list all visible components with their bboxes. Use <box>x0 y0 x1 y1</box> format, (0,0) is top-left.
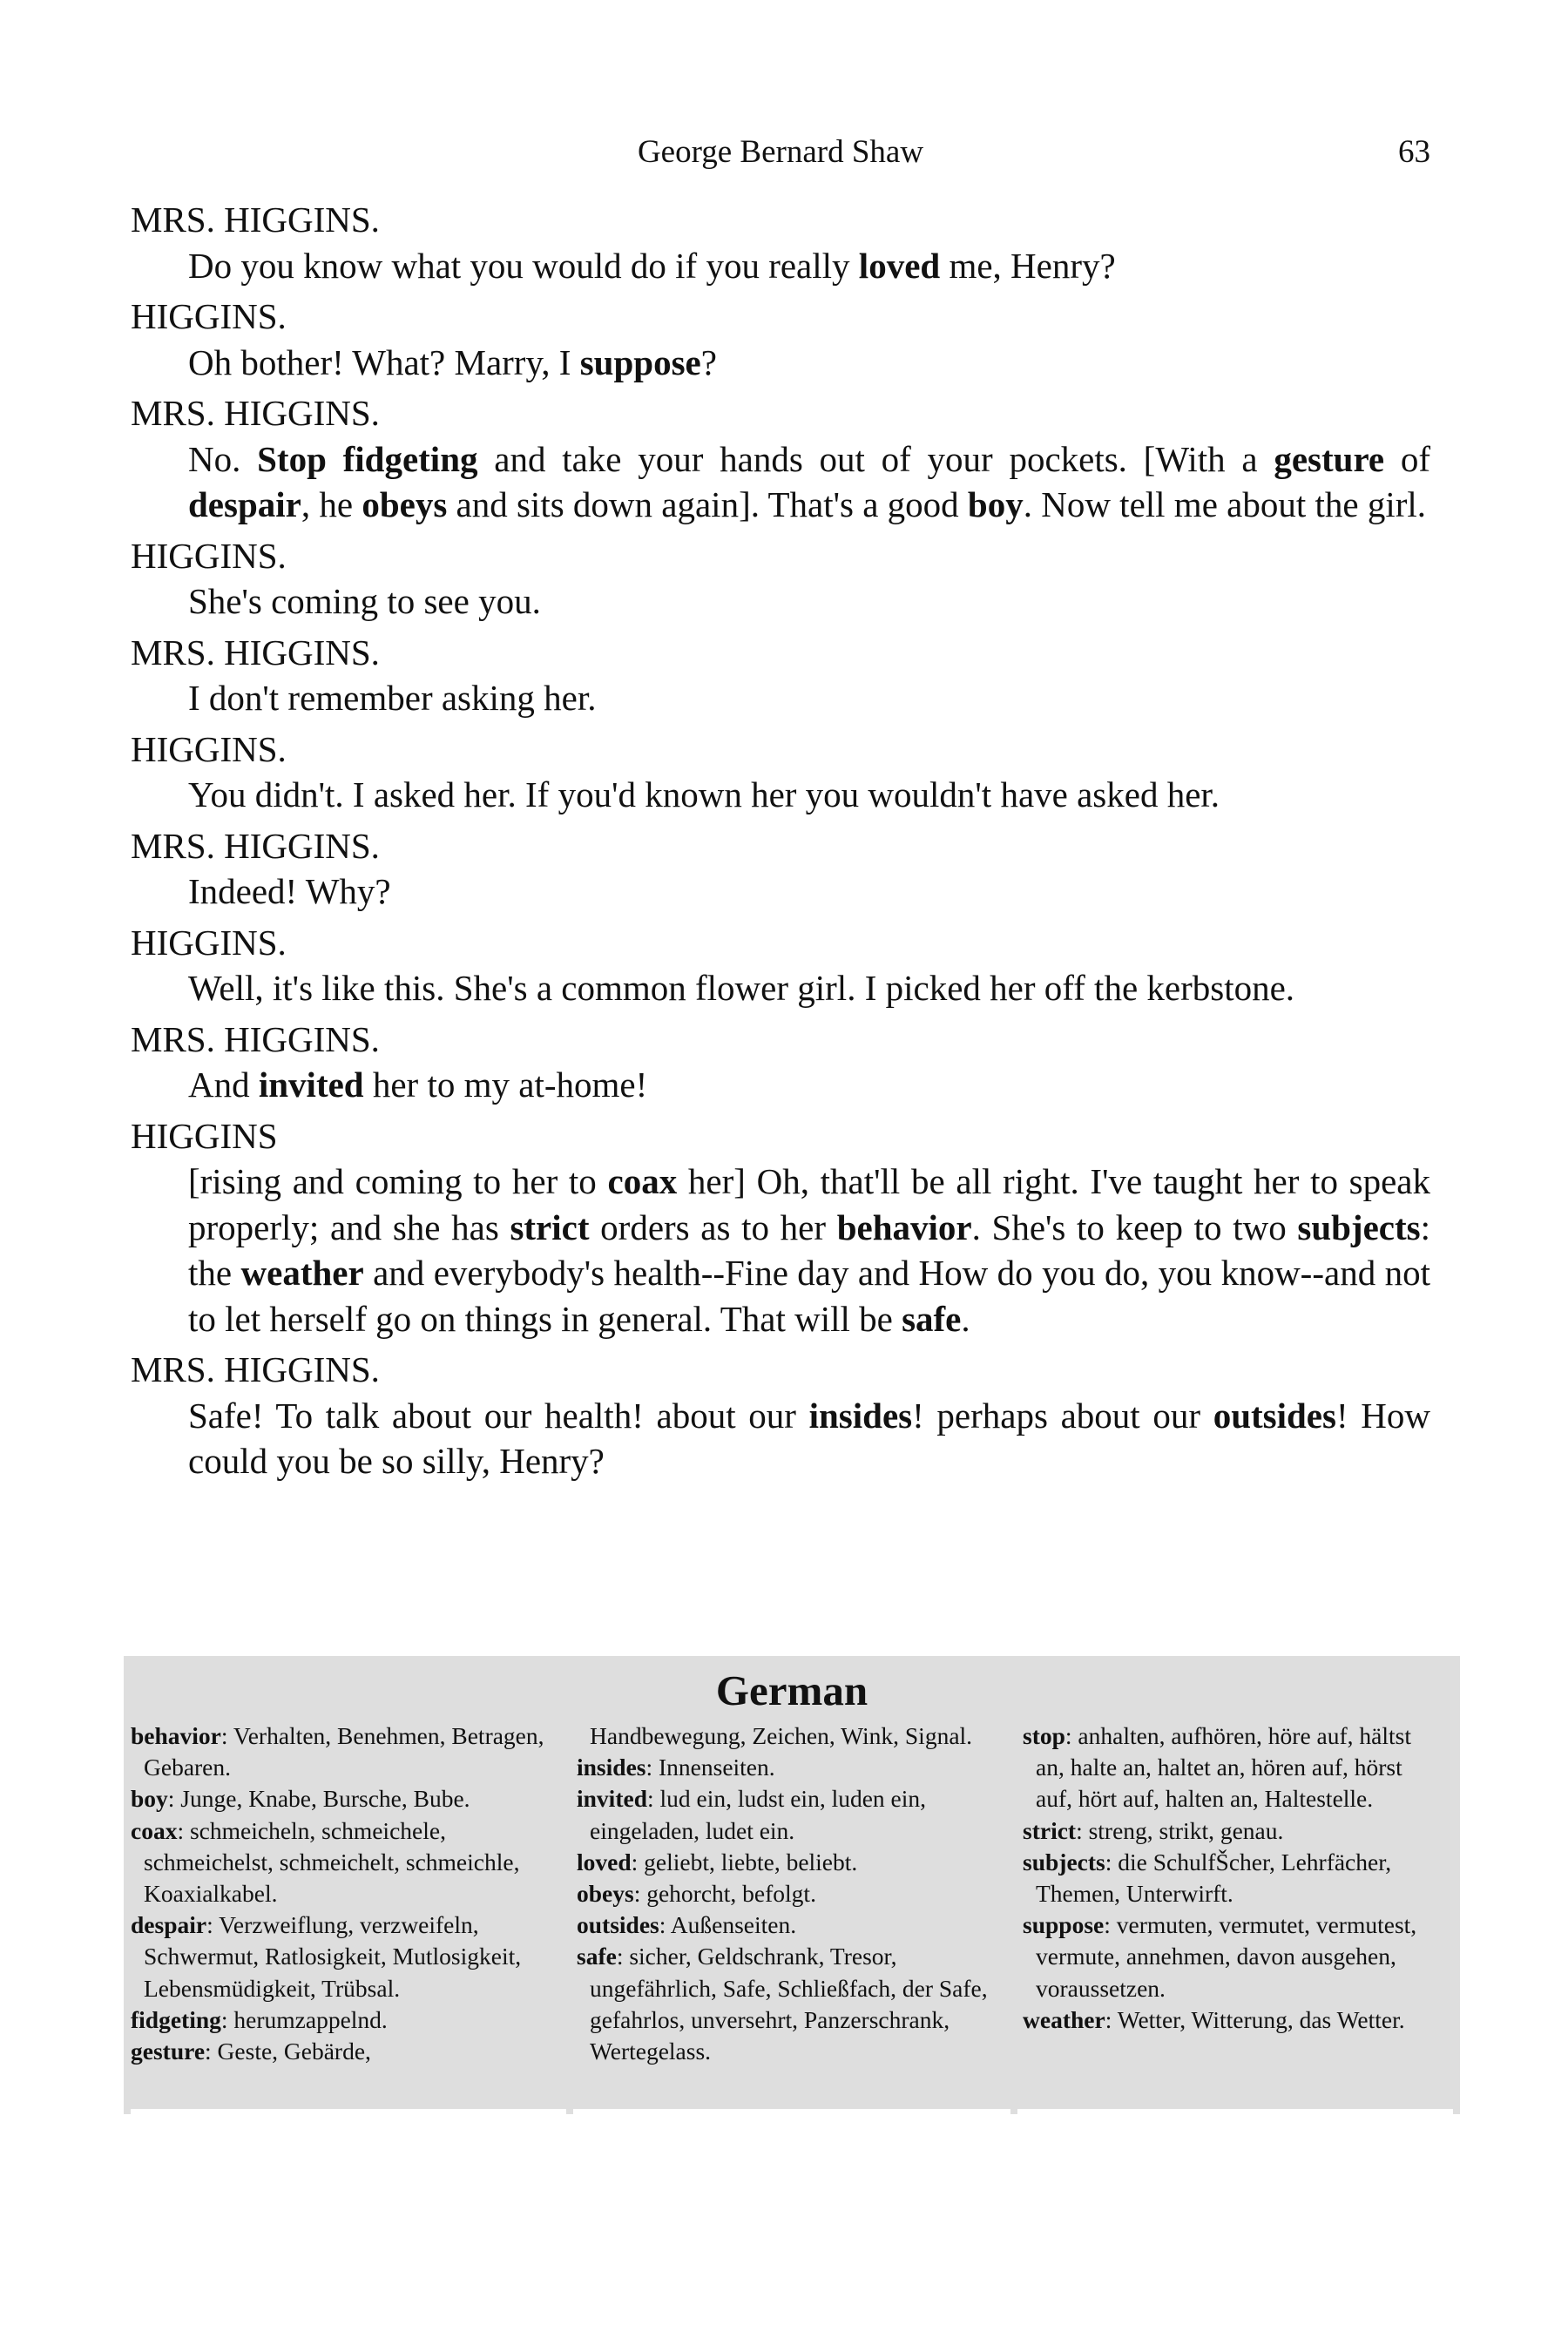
speaker-name: HIGGINS. <box>131 922 287 963</box>
speech-segment: : the <box>188 1206 1430 1293</box>
glossary-entry <box>1023 1909 1441 2004</box>
glossary-entry <box>131 1783 549 1815</box>
speaker-name: HIGGINS. <box>131 535 287 576</box>
speech-segment: Well, it's like this. She's a common flower girl. I picked her off the kerbstone. <box>188 968 1295 1008</box>
speech-segment: Safe! To talk about our health! about our <box>188 1395 809 1436</box>
vocab-word: strict <box>510 1206 590 1247</box>
glossary-definition: : sicher, Geldschrank, Tresor, ungefährlich, Safe, Schließfach, der Safe, gefahrlos, unversehrt, Panzerschrank, Wertegelass. <box>590 1943 988 2065</box>
speech-text <box>188 868 1430 915</box>
vocab-word: insides <box>808 1395 913 1436</box>
speech-segment: No. <box>188 438 258 479</box>
glossary-entry <box>577 1909 995 1941</box>
glossary-definition: Handbewegung, Zeichen, Wink, Signal. <box>590 1722 973 1749</box>
glossary-entry <box>1023 1847 1441 1909</box>
glossary-definition: : gehorcht, befolgt. <box>633 1880 816 1908</box>
glossary-definition: : die SchulfŠcher, Lehrfächer, Themen, Unterwirft. <box>1036 1848 1392 1908</box>
glossary-term: subjects <box>1023 1848 1105 1876</box>
dialogue-block <box>131 1017 1430 1108</box>
page-number: 63 <box>1398 134 1430 170</box>
speaker-name: MRS. HIGGINS. <box>131 393 380 433</box>
speech-text <box>188 675 1430 721</box>
glossary-term: suppose <box>1023 1911 1105 1939</box>
speech-segment: Indeed! Why? <box>188 871 391 911</box>
vocab-word: coax <box>607 1161 678 1201</box>
dialogue-block <box>131 197 1430 288</box>
speech-segment: You didn't. I asked her. If you'd known her you wouldn't have asked her. <box>188 774 1220 814</box>
speech-text <box>188 772 1430 818</box>
glossary-column-1 <box>131 1720 549 2067</box>
glossary-entry <box>131 2004 549 2036</box>
glossary-definition: : Verhalten, Benehmen, Betragen, Gebaren. <box>144 1722 544 1781</box>
glossary-entry <box>577 1878 995 1909</box>
glossary-definition: : Junge, Knabe, Bursche, Bube. <box>167 1785 470 1813</box>
glossary-term: outsides <box>577 1911 659 1939</box>
glossary-definition: : schmeicheln, schmeichele, schmeichelst, schmeichelt, schmeichle, Koaxialkabel. <box>144 1816 520 1908</box>
glossary-term: behavior <box>131 1722 221 1749</box>
speech-segment: and everybody's health--Fine day and How do you do, you know--and not to let herself go on things in general. That will be <box>188 1253 1430 1339</box>
glossary-definition: : anhalten, aufhören, höre auf, hältst an, halte an, haltet an, hören auf, hörst auf, hört auf, halten an, Haltestelle. <box>1036 1722 1411 1813</box>
vocab-word: invited <box>258 1064 364 1105</box>
speech-segment: I don't remember asking her. <box>188 678 597 718</box>
glossary-entry <box>131 1720 549 1783</box>
dialogue-block <box>131 533 1430 625</box>
vocab-word: suppose <box>579 341 701 382</box>
glossary-entry <box>131 1815 549 1910</box>
speaker-name: MRS. HIGGINS. <box>131 199 380 240</box>
glossary-edge-mark <box>566 2109 573 2114</box>
vocab-word: outsides <box>1213 1395 1336 1436</box>
glossary-term: obeys <box>577 1880 634 1908</box>
glossary-term: gesture <box>131 2038 206 2065</box>
speech-segment: Oh bother! What? Marry, I <box>188 341 580 382</box>
glossary-term: boy <box>131 1785 168 1813</box>
glossary-term: loved <box>577 1848 632 1876</box>
vocab-word: boy <box>967 484 1024 524</box>
dialogue-block <box>131 727 1430 818</box>
glossary-definition: : lud ein, ludst ein, luden ein, eingeladen, ludet ein. <box>590 1785 927 1844</box>
vocab-word: weather <box>240 1253 364 1293</box>
dialogue-block <box>131 630 1430 721</box>
glossary-definition: : Außenseiten. <box>659 1911 797 1939</box>
glossary-term: insides <box>577 1754 646 1781</box>
speech-segment: ! perhaps about our <box>912 1395 1213 1436</box>
speech-text <box>188 965 1430 1011</box>
dialogue-block <box>131 1347 1430 1484</box>
speaker-name: MRS. HIGGINS. <box>131 1349 380 1389</box>
vocab-word: safe <box>902 1298 962 1339</box>
speaker-name: HIGGINS. <box>131 728 287 769</box>
speech-segment: , he <box>301 484 362 524</box>
glossary-edge-mark <box>1010 2109 1017 2114</box>
speech-text <box>188 340 1430 386</box>
glossary-entry <box>577 1847 995 1878</box>
glossary-definition: : herumzappelnd. <box>220 2005 388 2033</box>
speech-segment: . <box>961 1298 970 1339</box>
vocab-word: loved <box>858 245 941 286</box>
glossary-term: weather <box>1023 2005 1105 2033</box>
speech-segment: orders as to her <box>589 1206 837 1247</box>
speech-segment: ! How could you be so silly, Henry? <box>188 1395 1430 1481</box>
glossary-entry <box>577 1783 995 1846</box>
speech-text <box>188 436 1430 528</box>
speaker-name: MRS. HIGGINS. <box>131 1018 380 1059</box>
glossary-column-2 <box>577 1720 995 2067</box>
vocab-word: obeys <box>362 484 448 524</box>
speech-segment: and sits down again]. That's a good <box>447 484 968 524</box>
glossary-definition: : Wetter, Witterung, das Wetter. <box>1105 2005 1405 2033</box>
glossary-entry <box>1023 2004 1441 2036</box>
dialogue-block <box>131 920 1430 1011</box>
speaker-name: MRS. HIGGINS. <box>131 632 380 672</box>
glossary-entry <box>1023 1815 1441 1847</box>
vocab-word: subjects <box>1297 1206 1421 1247</box>
speech-segment: Do you know what you would do if you really <box>188 245 859 286</box>
dialogue-block <box>131 294 1430 385</box>
glossary-column-3 <box>1023 1720 1441 2036</box>
glossary-title: German <box>715 1666 868 1714</box>
speech-segment: . She's to keep to two <box>971 1206 1298 1247</box>
glossary-definition: : geliebt, liebte, beliebt. <box>631 1848 858 1876</box>
glossary-term: despair <box>131 1911 207 1939</box>
speech-text <box>188 578 1430 625</box>
speaker-name: HIGGINS. <box>131 296 287 336</box>
speech-segment: . Now tell me about the girl. <box>1023 484 1427 524</box>
glossary-entry <box>577 1720 995 1752</box>
glossary-edge-mark <box>1453 2109 1460 2114</box>
vocab-word: gesture <box>1274 438 1385 479</box>
glossary-definition: : streng, strikt, genau. <box>1076 1816 1284 1844</box>
speech-segment: ? <box>700 341 717 382</box>
glossary-definition: : Innenseiten. <box>645 1754 775 1781</box>
glossary-entry <box>131 2036 549 2067</box>
glossary-entry <box>577 1752 995 1783</box>
dialogue-block <box>131 1113 1430 1342</box>
dialogue-block <box>131 390 1430 528</box>
speech-segment: And <box>188 1064 259 1105</box>
glossary-term: invited <box>577 1785 647 1813</box>
glossary-definition: : Geste, Gebärde, <box>205 2038 371 2065</box>
speech-segment: [rising and coming to her to <box>188 1161 608 1201</box>
speaker-name: HIGGINS <box>131 1115 278 1156</box>
speech-segment: of <box>1384 438 1431 479</box>
speech-text <box>188 243 1430 289</box>
glossary-term: stop <box>1023 1722 1065 1749</box>
speaker-name: MRS. HIGGINS. <box>131 825 380 866</box>
vocab-word: behavior <box>836 1206 972 1247</box>
glossary-definition: : Verzweiflung, verzweifeln, Schwermut, Ratlosigkeit, Mutlosigkeit, Lebensmüdigkeit, Trübsal. <box>144 1911 522 2002</box>
vocab-word: despair <box>188 484 301 524</box>
german-glossary <box>124 1656 1460 2109</box>
glossary-entry <box>131 1909 549 2004</box>
glossary-term: safe <box>577 1943 617 1970</box>
speech-text <box>188 1393 1430 1484</box>
running-title: George Bernard Shaw <box>637 134 924 170</box>
play-dialogue <box>131 197 1430 1490</box>
glossary-entry <box>1023 1720 1441 1815</box>
speech-segment: and take your hands out of your pockets. [With a <box>477 438 1274 479</box>
speech-text <box>188 1062 1430 1108</box>
vocab-word: Stop fidgeting <box>257 438 478 479</box>
speech-segment: me, Henry? <box>940 245 1116 286</box>
glossary-entry <box>577 1941 995 2067</box>
glossary-definition: : vermuten, vermutet, vermutest, vermute, annehmen, davon ausgehen, voraussetzen. <box>1036 1911 1417 2002</box>
glossary-term: coax <box>131 1816 178 1844</box>
glossary-term: strict <box>1023 1816 1077 1844</box>
running-header <box>131 131 1430 174</box>
dialogue-block <box>131 823 1430 915</box>
speech-segment: her to my at-home! <box>363 1064 648 1105</box>
speech-segment: She's coming to see you. <box>188 581 541 621</box>
speech-text <box>188 1159 1430 1342</box>
glossary-term: fidgeting <box>131 2005 221 2033</box>
speech-segment: her] Oh, that'll be all right. I've taught her to speak properly; and she has <box>188 1161 1431 1247</box>
glossary-edge-mark <box>124 2109 131 2114</box>
